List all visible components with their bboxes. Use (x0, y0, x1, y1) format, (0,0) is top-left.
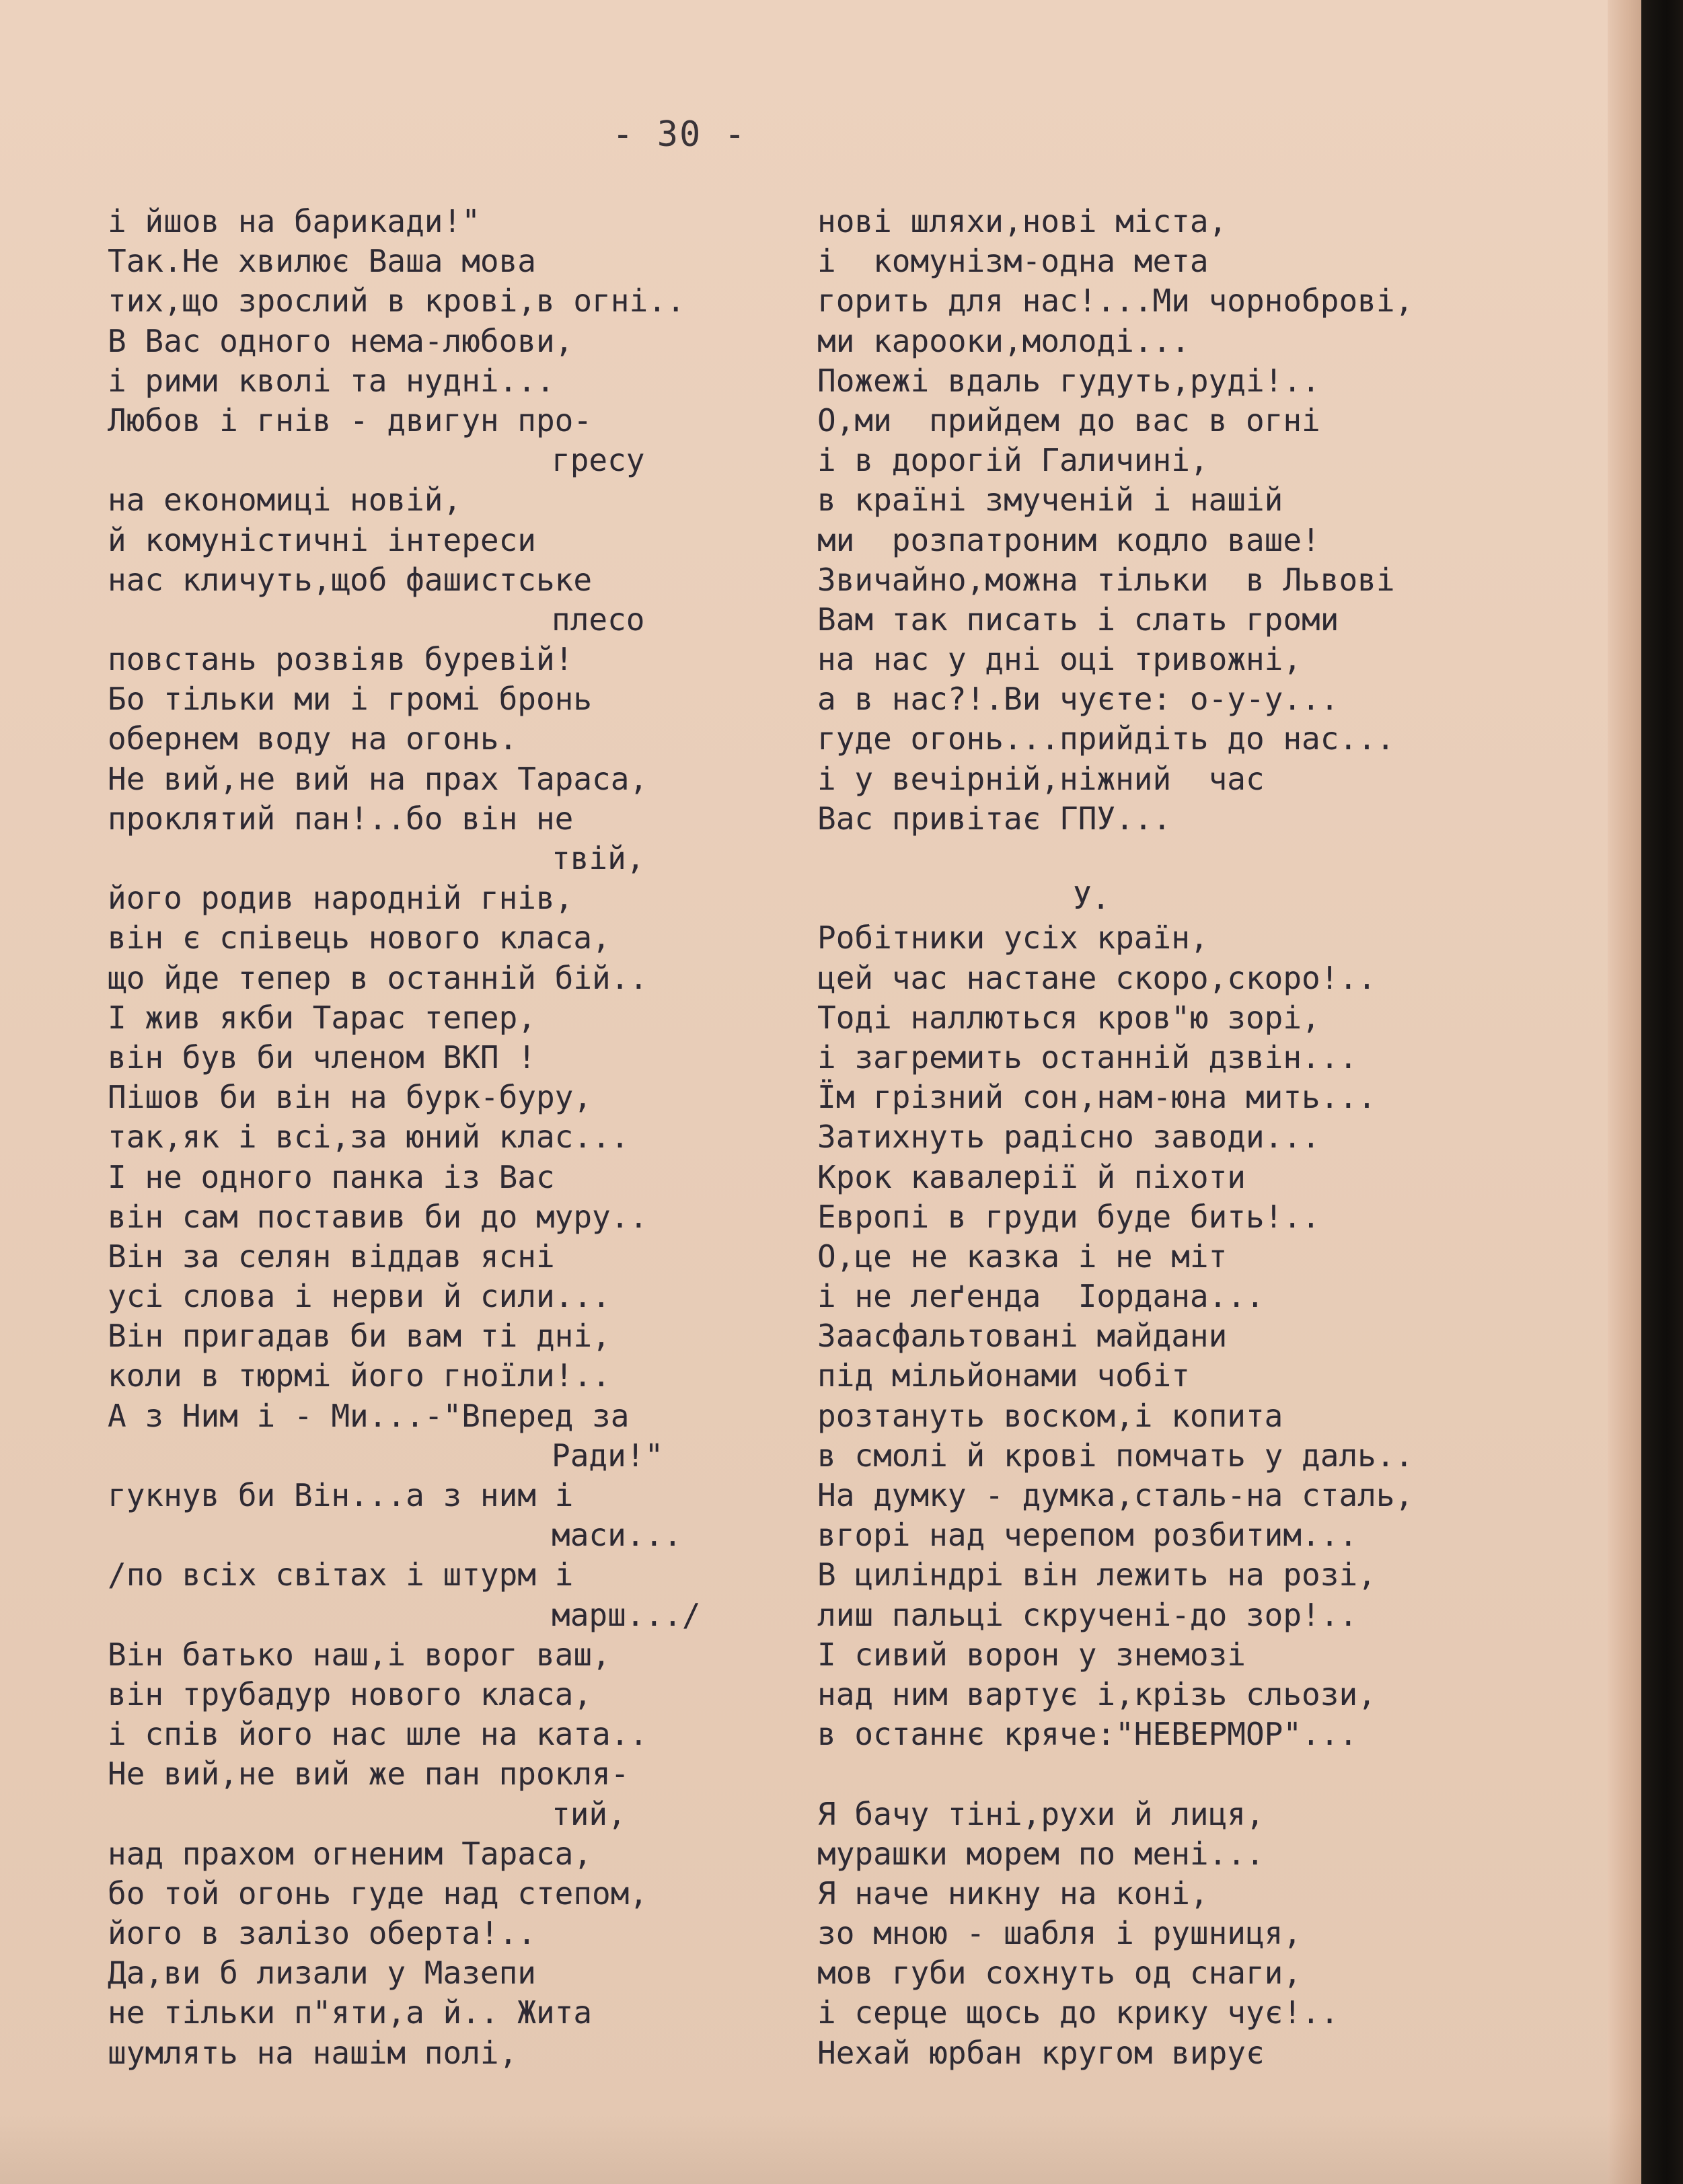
right-column-line: Крок кавалерії й піхоти (817, 1158, 1246, 1195)
right-column-line: Їм грізний сон,нам-юна мить... (817, 1079, 1376, 1116)
left-column-line: його родив народній гнів, (108, 880, 574, 917)
right-column-line: Заасфальтовані майдани (817, 1318, 1228, 1355)
right-column-line: розтануть воском,і копита (817, 1397, 1283, 1434)
right-column-line: мурашки морем по мені... (817, 1835, 1265, 1872)
left-column-line: обернем воду на огонь. (108, 720, 518, 757)
left-column-line: тий, (552, 1795, 626, 1832)
right-column-line: і у вечірній,ніжний час (817, 760, 1265, 797)
left-column-line: гукнув би Він...а з ним і (108, 1477, 574, 1513)
right-column-line: В циліндрі він лежить на розі, (817, 1556, 1376, 1593)
left-column-line: І жив якби Тарас тепер, (108, 999, 536, 1036)
right-column-line: О,ми прийдем до вас в огні (817, 402, 1320, 439)
right-column-line: і комунізм-одна мета (817, 243, 1209, 280)
right-column-line: Пожежі вдаль гудуть,руді!.. (817, 362, 1320, 399)
left-column-line: на економиці новій, (108, 482, 462, 519)
left-column-line: твій, (552, 840, 645, 876)
left-column-line: над прахом огненим Тараса, (108, 1835, 593, 1872)
right-column-line: і серце щось до крику чує!.. (817, 1994, 1339, 2031)
right-column-line: на нас у дні оці тривожні, (817, 641, 1302, 678)
right-column-line: мов губи сохнуть од снаги, (817, 1955, 1302, 1992)
right-column-line: гуде огонь...прийдіть до нас... (817, 720, 1395, 757)
right-column-line: під мільйонами чобіт (817, 1357, 1190, 1394)
right-column-line: Тоді наллються кров"ю зорі, (817, 999, 1320, 1036)
left-column-line: тих,що зрослий в крові,в огні.. (108, 283, 685, 319)
right-column-line: над ним вартує і,крізь сльози, (817, 1675, 1376, 1712)
stanza-break (817, 839, 1530, 878)
left-column-line: шумлять на нашім полі, (108, 2034, 518, 2071)
right-column-line: Звичайно,можна тільки в Львові (817, 561, 1395, 598)
left-column-line: і спів його нас шле на ката.. (108, 1716, 648, 1753)
right-column-line: Я наче никну на коні, (817, 1875, 1209, 1912)
left-column-line: його в залізо оберта!.. (108, 1915, 536, 1952)
right-column-line: лиш пальці скручені-до зор!.. (817, 1596, 1358, 1633)
left-column-line: І не одного панка із Вас (108, 1158, 555, 1195)
left-column-line: плесо (552, 601, 645, 638)
book-binding (1641, 0, 1683, 2184)
right-column-line: О,це не казка і не міт (817, 1238, 1228, 1275)
left-column-line: і йшов на барикади!" (108, 203, 480, 239)
left-column-line: він трубадур нового класа, (108, 1675, 593, 1712)
right-column-line: в смолі й крові помчать у даль.. (817, 1437, 1414, 1474)
left-column-line: коли в тюрмі його гноїли!.. (108, 1357, 611, 1394)
right-column-line: і загремить останній дзвін... (817, 1039, 1358, 1076)
right-column-line: горить для нас!...Ми чорноброві, (817, 283, 1414, 319)
page-number: - 30 - (612, 114, 747, 155)
right-column-line: а в нас?!.Ви чуєте: о-у-у... (817, 681, 1339, 718)
right-column-line: ми розпатроним кодло ваше! (817, 521, 1320, 558)
left-column-line: не тільки п"яти,а й.. Жита (108, 1994, 593, 2031)
left-column-line: так,як і всі,за юний клас... (108, 1119, 630, 1156)
left-column-line: бо той огонь гуде над степом, (108, 1875, 648, 1912)
right-column-line: і в дорогій Галичині, (817, 442, 1209, 479)
left-column-line: проклятий пан!..бо він не (108, 800, 574, 837)
left-column-line: Да,ви б лизали у Мазепи (108, 1955, 536, 1992)
left-column-line: гресу (552, 442, 645, 479)
right-column-line: Робітники усіх країн, (817, 919, 1209, 956)
right-column-line: цей час настане скоро,скоро!.. (817, 959, 1376, 996)
left-column-line: нас кличуть,щоб фашистське (108, 561, 593, 598)
left-column-line: Не вий,не вий же пан прокля- (108, 1756, 630, 1793)
left-column-line: маси... (552, 1517, 682, 1554)
right-column-line: нові шляхи,нові міста, (817, 203, 1228, 239)
right-column-line: Вам так писать і слать громи (817, 601, 1339, 638)
right-column-line: Вас привітає ГПУ... (817, 800, 1172, 837)
right-column-line: і не леґенда Іордана... (817, 1278, 1265, 1315)
left-column-line: він є співець нового класа, (108, 919, 611, 956)
left-column-line: Він пригадав би вам ті дні, (108, 1318, 611, 1355)
left-column-line: він сам поставив би до муру.. (108, 1198, 648, 1235)
left-column-line: усі слова і нерви й сили... (108, 1278, 611, 1315)
left-column-line: А з Ним і - Ми...-"Вперед за (108, 1397, 630, 1434)
right-column (817, 202, 1530, 2073)
right-column-line: в країні змученій і нашій (817, 482, 1283, 519)
left-column-line: Він батько наш,і ворог ваш, (108, 1636, 611, 1673)
page-edge-shadow (1608, 0, 1641, 2184)
left-column-line: Він за селян віддав ясні (108, 1238, 555, 1275)
right-column-line: в останнє кряче:"НЕВЕРМОР"... (817, 1716, 1358, 1753)
left-column-line: що йде тепер в останній бій.. (108, 959, 648, 996)
left-column-line: Не вий,не вий на прах Тараса, (108, 760, 648, 797)
left-column-line: марш.../ (552, 1596, 701, 1633)
right-column-line: На думку - думка,сталь-на сталь, (817, 1477, 1414, 1513)
left-column-line: Бо тільки ми і громі бронь (108, 681, 593, 718)
left-column (108, 202, 780, 2073)
left-column-line: він був би членом ВКП ! (108, 1039, 536, 1076)
left-column-line: й комуністичні інтереси (108, 521, 536, 558)
right-column-line: ми карооки,молоді... (817, 322, 1190, 359)
right-column-line: І сивий ворон у знемозі (817, 1636, 1246, 1673)
right-column-line: вгорі над черепом розбитим... (817, 1517, 1358, 1554)
left-column-line: Так.Не хвилює Ваша мова (108, 243, 536, 280)
left-column-line: Ради!" (552, 1437, 664, 1474)
right-column-line: Европі в груди буде бить!.. (817, 1198, 1320, 1235)
bottom-shadow (0, 2112, 1641, 2184)
left-column-line: повстань розвіяв буревій! (108, 641, 574, 678)
stanza-break (817, 1754, 1530, 1794)
right-column-line: Затихнуть радісно заводи... (817, 1119, 1320, 1156)
right-column-line: Я бачу тіні,рухи й лиця, (817, 1795, 1265, 1832)
left-column-line: і рими кволі та нудні... (108, 362, 555, 399)
left-column-line: Пішов би він на бурк-буру, (108, 1079, 593, 1116)
left-column-line: Любов і гнів - двигун про- (108, 402, 593, 439)
section-heading: У. (1073, 880, 1111, 917)
right-column-line: зо мною - шабля і рушниця, (817, 1915, 1302, 1952)
right-column-line: Нехай юрбан кругом вирує (817, 2034, 1265, 2071)
left-column-line: В Вас одного нема-любови, (108, 322, 574, 359)
left-column-line: /по всіх світах і штурм і (108, 1556, 574, 1593)
